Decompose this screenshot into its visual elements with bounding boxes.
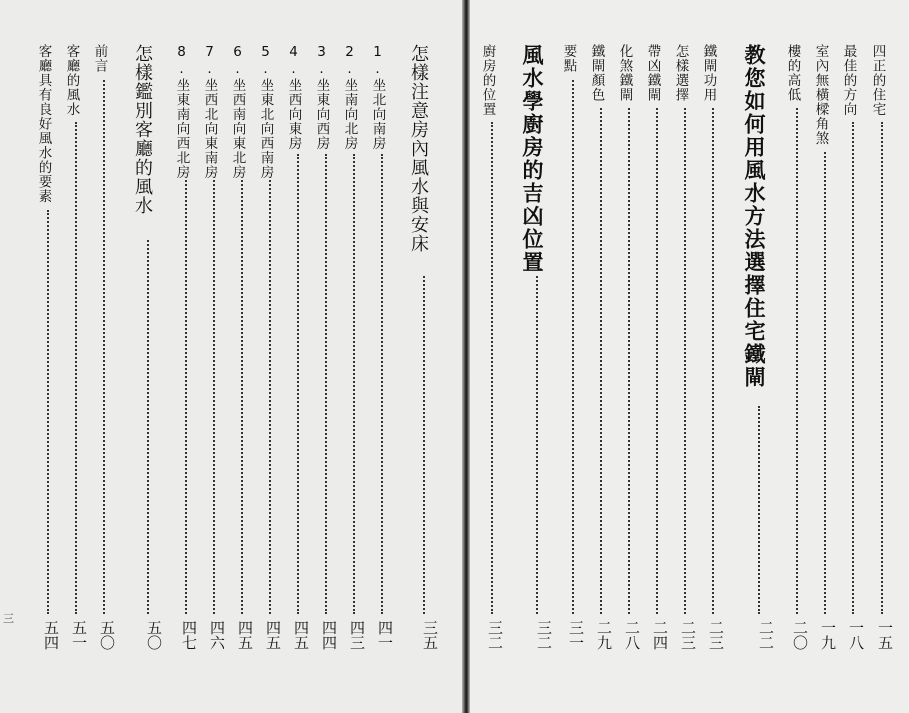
toc-entry-title: 前言 (91, 44, 108, 73)
dot-leader (147, 240, 149, 614)
page-folio-number: 三 (3, 612, 14, 625)
toc-entry-page: 二九 (595, 620, 613, 650)
toc-entry-page: 三二 (486, 620, 504, 650)
toc-entry-page: 四五 (264, 620, 282, 650)
toc-entry (701, 44, 723, 664)
toc-entry-page: 一九 (819, 620, 837, 650)
toc-entry-title: 5.坐東北向西南房 (257, 44, 274, 180)
toc-entry-page: 一八 (847, 620, 865, 650)
toc-section-heading (133, 44, 161, 664)
toc-entry-page: 三一 (567, 620, 585, 650)
toc-entry-page: 二三 (707, 620, 725, 650)
toc-entry (813, 44, 835, 664)
toc-entry-title: 廚房的位置 (479, 44, 496, 117)
toc-entry-title: 怎樣選擇 (672, 44, 689, 102)
toc-entry-page: 四一 (376, 620, 394, 650)
dot-leader (297, 154, 299, 614)
toc-entry (617, 44, 639, 664)
book-gutter (462, 0, 470, 713)
toc-entry (342, 44, 364, 664)
toc-entry-title: 6.坐西南向東北房 (229, 44, 246, 180)
toc-entry-title: 客廳的風水 (63, 44, 80, 117)
toc-entry-title: 化煞鐵閘 (616, 44, 633, 102)
toc-entry-page: 二八 (623, 620, 641, 650)
toc-entry (64, 44, 86, 664)
toc-entry-page: 二三 (679, 620, 697, 650)
dot-leader (684, 108, 686, 614)
toc-entry (286, 44, 308, 664)
toc-entry-title: 樓的高低 (784, 44, 801, 102)
toc-entry (480, 44, 502, 664)
dot-leader (628, 108, 630, 614)
toc-entry-title: 鐵閘功用 (700, 44, 717, 102)
dot-leader (47, 210, 49, 614)
dot-leader (185, 180, 187, 614)
dot-leader (213, 180, 215, 614)
toc-entry-title: 怎樣鑑別客廳的風水 (132, 44, 153, 215)
dot-leader (491, 122, 493, 614)
toc-entry-title: 鐵閘顏色 (588, 44, 605, 102)
toc-entry (841, 44, 863, 664)
toc-entry (673, 44, 695, 664)
toc-entry (202, 44, 224, 664)
dot-leader (758, 406, 760, 614)
toc-entry (314, 44, 336, 664)
dot-leader (572, 80, 574, 614)
toc-entry-page: 四四 (320, 620, 338, 650)
dot-leader (103, 80, 105, 614)
toc-entry-page: 四五 (236, 620, 254, 650)
toc-entry-title: 3.坐東向西房 (313, 44, 330, 151)
toc-entry (870, 44, 892, 664)
toc-entry-page: 二〇 (791, 620, 809, 650)
toc-entry-page: 五一 (70, 620, 88, 650)
toc-entry-title: 風水學廚房的吉凶位置 (520, 44, 544, 274)
toc-entry-title: 帶凶鐵閘 (644, 44, 661, 102)
toc-entry-title: 要點 (560, 44, 577, 73)
toc-entry-title: 怎樣注意房內風水與安床 (408, 44, 429, 253)
toc-entry (174, 44, 196, 664)
dot-leader (325, 154, 327, 614)
dot-leader (269, 180, 271, 614)
toc-section-heading (743, 44, 773, 664)
toc-entry (589, 44, 611, 664)
toc-entry (258, 44, 280, 664)
toc-entry-page: 二四 (651, 620, 669, 650)
toc-entry-page: 五四 (42, 620, 60, 650)
toc-entry (36, 44, 58, 664)
dot-leader (824, 152, 826, 614)
toc-entry-title: 客廳具有良好風水的要素 (35, 44, 52, 204)
dot-leader (75, 122, 77, 614)
dot-leader (712, 108, 714, 614)
toc-entry-page: 四五 (292, 620, 310, 650)
toc-entry-title: 8.坐東南向西北房 (173, 44, 190, 180)
dot-leader (423, 276, 425, 614)
toc-entry-page: 四六 (208, 620, 226, 650)
toc-entry (645, 44, 667, 664)
toc-entry-title: 最佳的方向 (840, 44, 857, 117)
dot-leader (353, 154, 355, 614)
dot-leader (241, 180, 243, 614)
toc-entry-page: 五〇 (145, 620, 163, 650)
toc-entry (785, 44, 807, 664)
toc-entry-page: 四七 (180, 620, 198, 650)
dot-leader (796, 108, 798, 614)
toc-entry-page: 一五 (876, 620, 894, 650)
dot-leader (656, 108, 658, 614)
toc-entry-title: 室內無橫樑角煞 (812, 44, 829, 146)
toc-entry (230, 44, 252, 664)
toc-entry-title: 7.坐西北向東南房 (201, 44, 218, 180)
toc-entry-title: 1.坐北向南房 (369, 44, 386, 151)
dot-leader (600, 108, 602, 614)
dot-leader (536, 276, 538, 614)
toc-entry-page: 四三 (348, 620, 366, 650)
toc-entry (92, 44, 114, 664)
toc-entry-title: 2.坐南向北房 (341, 44, 358, 151)
dot-leader (381, 154, 383, 614)
toc-entry-title: 4.坐西向東房 (285, 44, 302, 151)
toc-entry-title: 教您如何用風水方法選擇住宅鐵閘 (742, 44, 766, 389)
toc-section-heading (409, 44, 437, 664)
toc-entry-page: 三五 (421, 620, 439, 650)
dot-leader (852, 122, 854, 614)
toc-section-heading (521, 44, 551, 664)
toc-entry-title: 四正的住宅 (869, 44, 886, 117)
toc-entry (370, 44, 392, 664)
toc-entry-page: 三二 (535, 620, 553, 650)
toc-entry (561, 44, 583, 664)
toc-entry-page: 二二 (757, 620, 775, 650)
dot-leader (881, 122, 883, 614)
toc-entry-page: 五〇 (98, 620, 116, 650)
right-page (470, 0, 909, 713)
